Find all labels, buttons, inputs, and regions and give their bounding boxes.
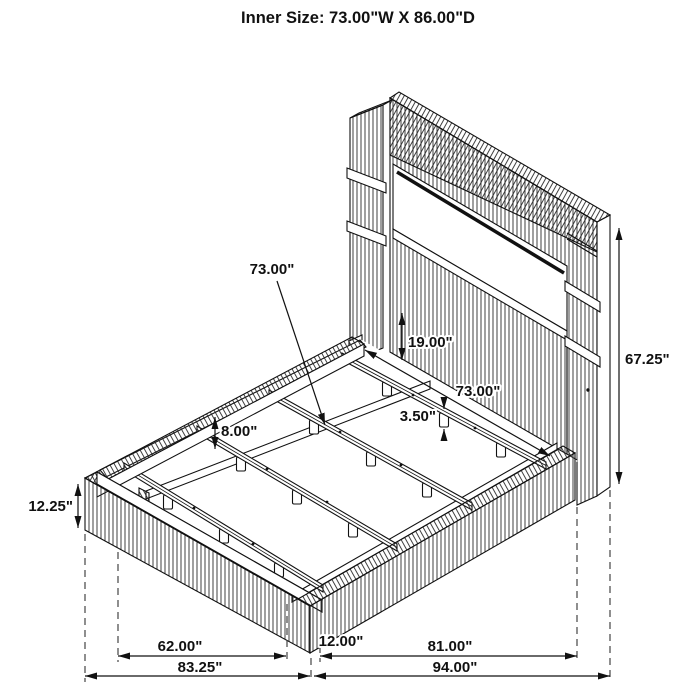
dim-slat-clear-width [118, 638, 286, 656]
screw-dot [586, 388, 589, 391]
dim-headboard-height [619, 228, 670, 484]
diagram-title: Inner Size: 73.00"W X 86.00"D [241, 9, 475, 27]
dim-overall-width [85, 659, 310, 676]
headboard-side-face [597, 215, 610, 496]
dim-base-height [28, 484, 78, 528]
dim-label: 12.00" [318, 633, 364, 650]
dim-label: 81.00" [427, 638, 473, 655]
dim-label: 12.25" [28, 498, 73, 515]
dim-label: 94.00" [432, 659, 478, 676]
dim-label: 19.00" [408, 334, 453, 351]
dim-footboard-thickness [319, 633, 364, 650]
dim-label: 8.00" [221, 423, 258, 440]
dim-label: 73.00" [455, 383, 501, 400]
dim-label: 67.25" [625, 351, 670, 368]
dim-label: 73.00" [249, 261, 295, 278]
dim-label: 3.50" [399, 408, 436, 425]
dim-label: 83.25" [177, 659, 223, 676]
dim-overall-depth [314, 659, 610, 676]
dim-label: 62.00" [157, 638, 203, 655]
